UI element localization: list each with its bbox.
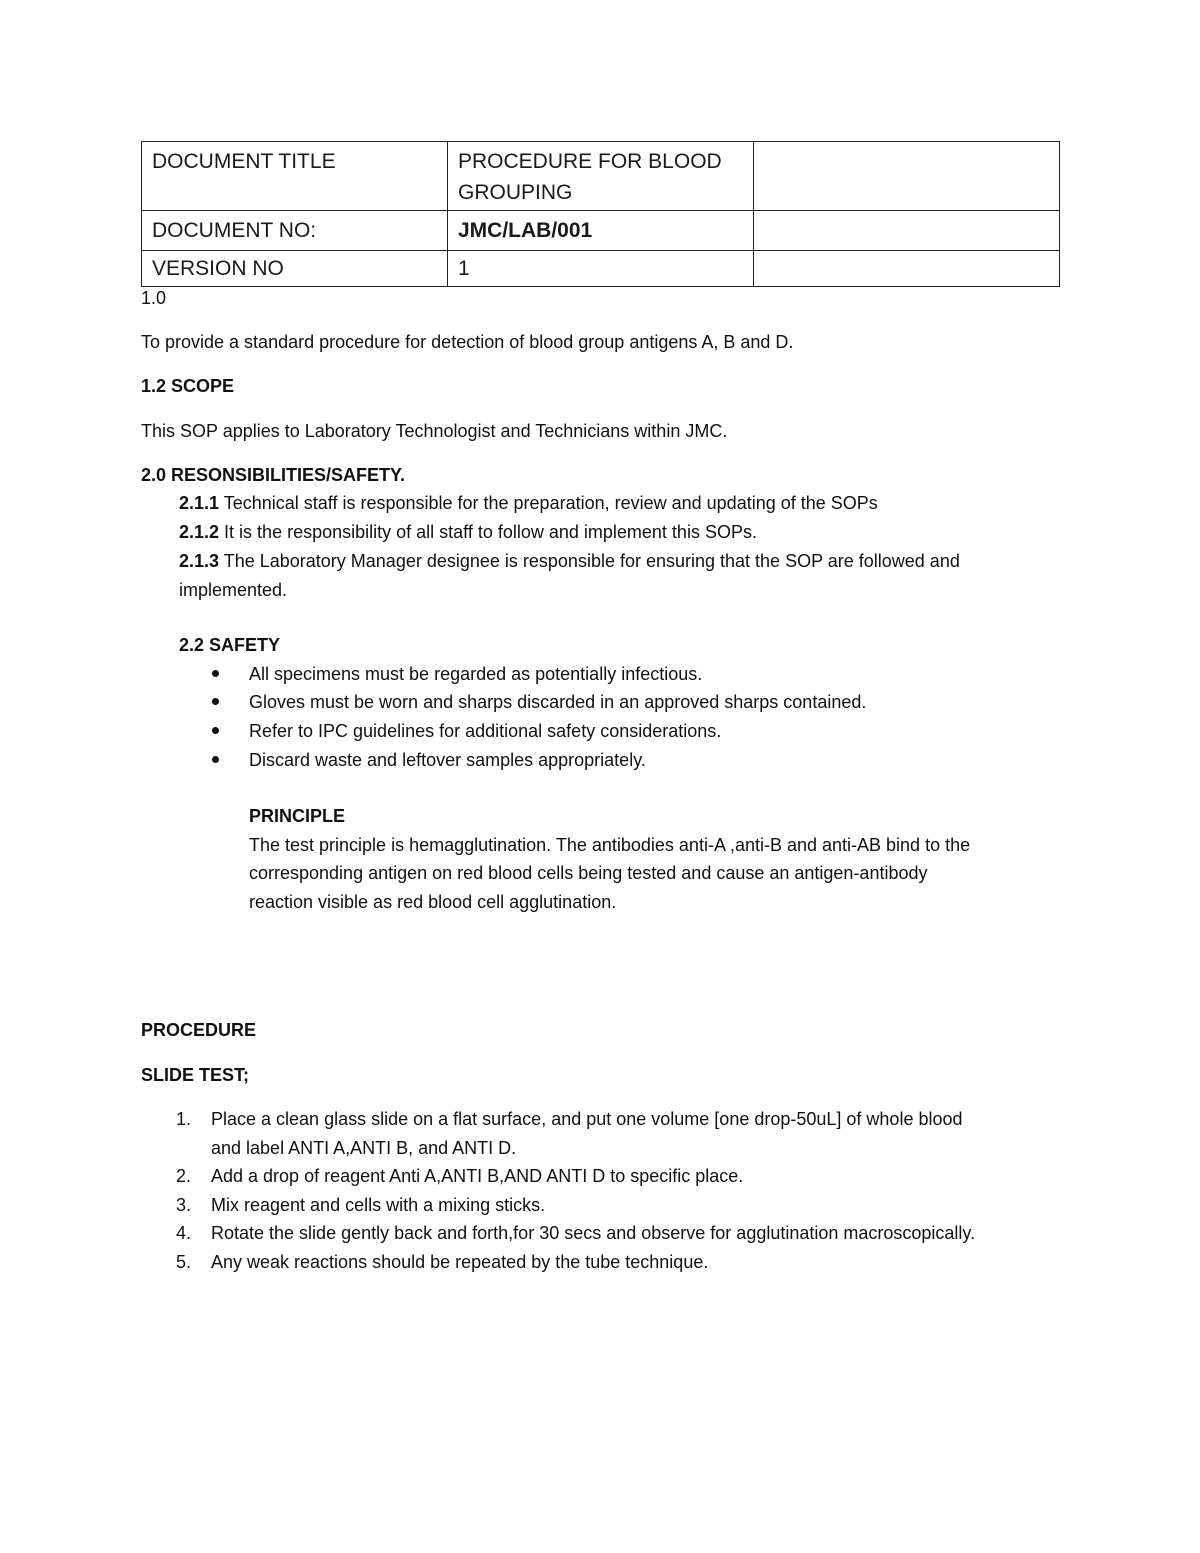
version-no-label: VERSION NO — [142, 251, 448, 287]
step-number: 5. — [176, 1252, 192, 1272]
responsibility-item-3-continued: implemented. — [179, 580, 288, 600]
step-number: 2. — [176, 1166, 192, 1186]
bullet-icon — [212, 670, 219, 677]
safety-bullet-4: Discard waste and leftover samples appropriately. — [249, 750, 646, 770]
principle-line-1: The test principle is hemagglutination. The antibodies anti-A ,anti-B and anti-AB bind to the — [249, 835, 971, 855]
section-1-0-heading: 1.0 — [141, 288, 167, 308]
bullet-icon — [212, 698, 219, 705]
principle-line-2: corresponding antigen on red blood cells being tested and cause an antigen-antibody — [249, 863, 928, 883]
bullet-icon — [212, 727, 219, 734]
responsibilities-heading: 2.0 RESONSIBILITIES/SAFETY. — [141, 465, 406, 485]
step-4: Rotate the slide gently back and forth,for 30 secs and observe for agglutination macroscopically. — [211, 1223, 976, 1243]
responsibility-item-1 — [179, 491, 878, 515]
header-row-title — [142, 142, 1060, 211]
bullet-icon — [212, 756, 219, 763]
safety-bullet-1: All specimens must be regarded as potentially infectious. — [249, 664, 703, 684]
document-title-value-line2: GROUPING — [458, 181, 573, 204]
header-empty-cell — [754, 251, 1060, 287]
document-title-value — [448, 142, 754, 211]
header-empty-cell — [754, 142, 1060, 211]
responsibility-item-number: 2.1.1 — [179, 493, 220, 513]
step-number: 1. — [176, 1109, 192, 1129]
scope-text: This SOP applies to Laboratory Technologist and Technicians within JMC. — [141, 421, 728, 441]
responsibility-item-2 — [179, 520, 757, 544]
step-1-line-1: Place a clean glass slide on a flat surface, and put one volume [one drop-50uL] of whole blood — [211, 1109, 963, 1129]
safety-heading: 2.2 SAFETY — [179, 635, 281, 655]
principle-line-3: reaction visible as red blood cell agglutination. — [249, 892, 617, 912]
responsibility-item-3 — [179, 549, 960, 573]
step-1-line-2: and label ANTI A,ANTI B, and ANTI D. — [211, 1138, 517, 1158]
header-row-version — [142, 251, 1060, 287]
purpose-text: To provide a standard procedure for detection of blood group antigens A, B and D. — [141, 332, 794, 352]
step-2: Add a drop of reagent Anti A,ANTI B,AND ANTI D to specific place. — [211, 1166, 744, 1186]
responsibility-item-number: 2.1.2 — [179, 522, 220, 542]
procedure-heading: PROCEDURE — [141, 1020, 257, 1040]
step-3: Mix reagent and cells with a mixing sticks. — [211, 1195, 546, 1215]
responsibility-item-text: It is the responsibility of all staff to follow and implement this SOPs. — [219, 522, 757, 542]
document-no-label: DOCUMENT NO: — [142, 211, 448, 251]
header-empty-cell — [754, 211, 1060, 251]
scope-heading: 1.2 SCOPE — [141, 376, 235, 396]
header-row-docno — [142, 211, 1060, 251]
document-title-value-line1: PROCEDURE FOR BLOOD — [458, 150, 722, 173]
document-no-value: JMC/LAB/001 — [448, 211, 754, 251]
version-no-value: 1 — [448, 251, 754, 287]
responsibility-item-text: Technical staff is responsible for the preparation, review and updating of the SOPs — [219, 493, 878, 513]
safety-bullet-3: Refer to IPC guidelines for additional safety considerations. — [249, 721, 722, 741]
slide-test-heading: SLIDE TEST; — [141, 1065, 250, 1085]
responsibility-item-number: 2.1.3 — [179, 551, 220, 571]
document-title-label: DOCUMENT TITLE — [142, 142, 448, 211]
principle-heading: PRINCIPLE — [249, 806, 346, 826]
step-number: 3. — [176, 1195, 192, 1215]
step-number: 4. — [176, 1223, 192, 1243]
responsibility-item-text: The Laboratory Manager designee is responsible for ensuring that the SOP are followed and — [219, 551, 960, 571]
safety-bullet-2: Gloves must be worn and sharps discarded in an approved sharps contained. — [249, 692, 867, 712]
document-header-table — [141, 141, 1060, 287]
step-5: Any weak reactions should be repeated by the tube technique. — [211, 1252, 709, 1272]
